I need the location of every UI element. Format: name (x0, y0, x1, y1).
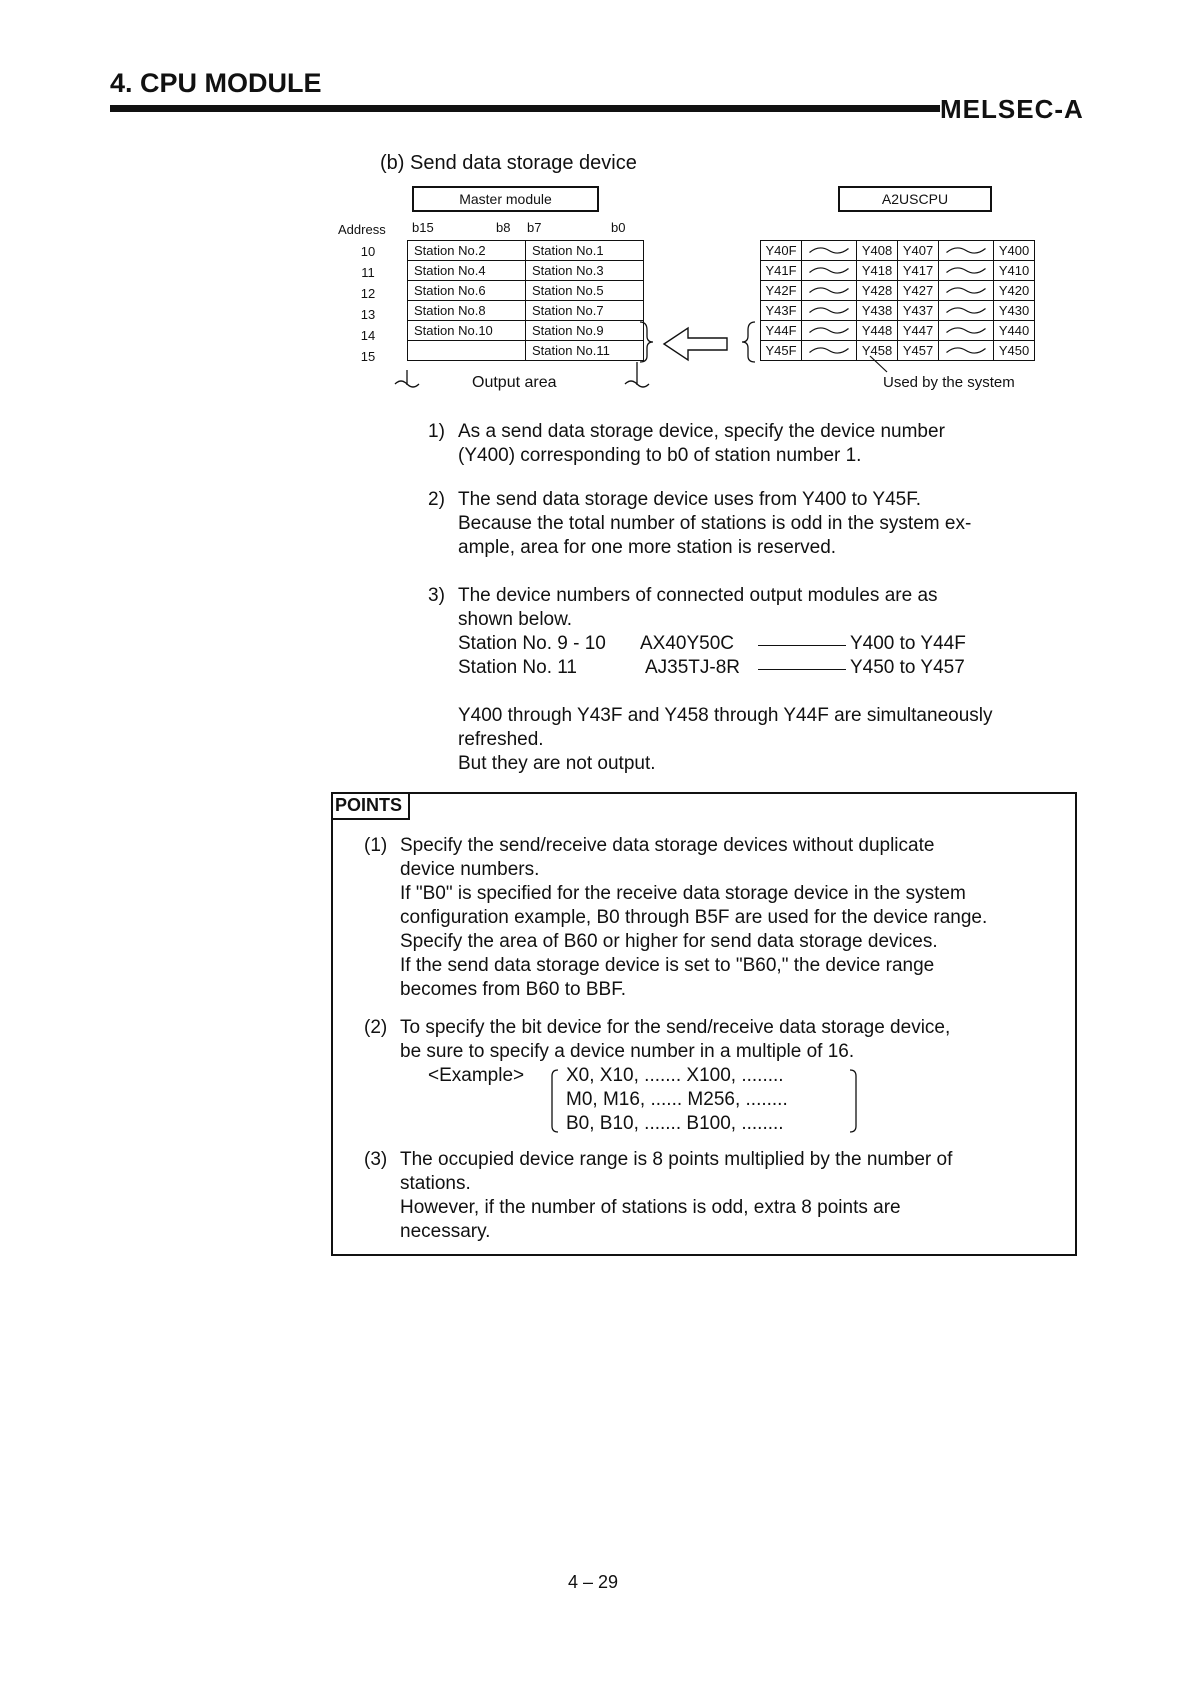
table-cell: Y42F (761, 281, 802, 301)
wave-icon (810, 328, 849, 333)
bit-label: b0 (611, 220, 626, 235)
table-cell: Y418 (857, 261, 898, 281)
left-brace (742, 322, 755, 362)
list-item (428, 584, 1108, 632)
note-line: Y400 through Y43F and Y458 through Y44F are simultaneously (458, 705, 993, 726)
table-cell: Y438 (857, 301, 898, 321)
table-cell: Station No.4 (408, 261, 526, 281)
points-item (364, 834, 1084, 1002)
address-value: 11 (361, 265, 375, 280)
table-cell: Station No.2 (408, 241, 526, 261)
table-cell: Station No.11 (526, 341, 644, 361)
table-cell: Station No.1 (526, 241, 644, 261)
example-block (428, 1064, 868, 1136)
address-label: Address (338, 222, 386, 237)
table-cell: Station No.8 (408, 301, 526, 321)
table-cell: Station No.7 (526, 301, 644, 321)
wave-icon (810, 268, 849, 273)
address-value: 10 (360, 244, 376, 259)
table-cell: Y417 (898, 261, 939, 281)
table-cell: Station No.3 (526, 261, 644, 281)
wave-icon (810, 248, 849, 253)
table-cell: Station No.6 (408, 281, 526, 301)
subsection-heading: (b) Send data storage device (380, 152, 637, 174)
station-name: Station No. 11 (458, 657, 578, 678)
table-cell: Y458 (857, 341, 898, 361)
item-line: be sure to specify a device number in a multiple of 16. (400, 1041, 855, 1062)
list-item (428, 420, 1108, 468)
item-line: ample, area for one more station is reserved. (458, 537, 837, 558)
wave-icon (947, 268, 986, 273)
wave-marks (810, 248, 986, 353)
address-value: 14 (360, 328, 376, 343)
table-cell: Y420 (994, 281, 1035, 301)
item-number: (3) (364, 1149, 388, 1170)
points-item (364, 1148, 1084, 1244)
leader-line (758, 645, 846, 646)
output-area-label: Output area (472, 374, 557, 391)
item-line: necessary. (400, 1221, 491, 1242)
table-cell: Y448 (857, 321, 898, 341)
item-line: The device numbers of connected output modules are as (458, 585, 938, 606)
points-tag: POINTS (331, 792, 410, 820)
leader-line (758, 669, 846, 670)
table-cell: Y408 (857, 241, 898, 261)
page-number: 4 – 29 (568, 1572, 619, 1592)
station-range: Y400 to Y44F (850, 633, 966, 654)
table-cell: Y410 (994, 261, 1035, 281)
table-cell: Y440 (994, 321, 1035, 341)
example-label: <Example> (428, 1065, 525, 1086)
table-cell: Y450 (994, 341, 1035, 361)
wave-icon (947, 328, 986, 333)
station-mapping (458, 632, 1018, 680)
item-line: As a send data storage device, specify the device number (458, 421, 945, 442)
points-item (364, 1016, 1084, 1064)
item-line: configuration example, B0 through B5F are used for the device range. (400, 907, 988, 928)
item-line: If the send data storage device is set to "B60," the device range (400, 955, 935, 976)
brand-label: MELSEC-A (940, 94, 1084, 124)
wave-icon (810, 348, 849, 353)
refresh-note (428, 704, 1108, 776)
left-bracket (552, 1070, 558, 1132)
master-module-label: Master module (412, 186, 599, 212)
cpu-label: A2USCPU (838, 186, 992, 212)
table-cell: Y428 (857, 281, 898, 301)
item-line: To specify the bit device for the send/receive data storage device, (400, 1017, 951, 1038)
station-module: AJ35TJ-8R (645, 657, 741, 678)
item-number: (2) (364, 1017, 388, 1038)
wave-icon (947, 308, 986, 313)
item-line: Specify the send/receive data storage devices without duplicate (400, 835, 935, 856)
wave-icon (810, 288, 849, 293)
item-line: If "B0" is specified for the receive data storage device in the system (400, 883, 966, 904)
station-name: Station No. 9 - 10 (458, 633, 606, 654)
page-section-title: 4. CPU MODULE (110, 68, 322, 98)
right-bracket (850, 1070, 856, 1132)
item-line: Specify the area of B60 or higher for send data storage devices. (400, 931, 938, 952)
diagram-decorations (0, 0, 1190, 420)
item-number: 1) (428, 421, 445, 442)
system-use-label: Used by the system (883, 374, 1015, 391)
station-module: AX40Y50C (640, 633, 735, 654)
table-cell: Y45F (761, 341, 802, 361)
wave-icon (947, 288, 986, 293)
list-item (428, 488, 1108, 560)
table-cell: Y40F (761, 241, 802, 261)
item-line: Because the total number of stations is odd in the system ex- (458, 513, 972, 534)
table-cell: Y437 (898, 301, 939, 321)
table-cell: Y430 (994, 301, 1035, 321)
item-line: However, if the number of stations is odd, extra 8 points are (400, 1197, 901, 1218)
note-line: But they are not output. (458, 753, 656, 774)
station-range: Y450 to Y457 (850, 657, 965, 678)
table-cell: Station No.5 (526, 281, 644, 301)
wave-icon (947, 248, 986, 253)
note-line: refreshed. (458, 729, 544, 750)
table-cell: Y44F (761, 321, 802, 341)
bit-label: b7 (527, 220, 542, 235)
item-line: (Y400) corresponding to b0 of station number 1. (458, 445, 862, 466)
example-line: B0, B10, ....... B100, ........ (566, 1113, 784, 1134)
item-number: 2) (428, 489, 445, 510)
example-line: M0, M16, ...... M256, ........ (566, 1089, 788, 1110)
item-line: The occupied device range is 8 points multiplied by the number of (400, 1149, 953, 1170)
item-line: The send data storage device uses from Y400 to Y45F. (458, 489, 921, 510)
bit-label: b8 (496, 220, 511, 235)
address-value: 13 (360, 307, 376, 322)
item-line: stations. (400, 1173, 471, 1194)
address-value: 12 (360, 286, 376, 301)
table-cell: Y41F (761, 261, 802, 281)
table-cell: Y400 (994, 241, 1035, 261)
right-brace (640, 322, 653, 362)
arrow-left-icon (664, 328, 727, 360)
item-number: 3) (428, 585, 445, 606)
item-line: shown below. (458, 609, 573, 630)
bit-label: b15 (412, 220, 434, 235)
example-line: X0, X10, ....... X100, ........ (566, 1065, 784, 1086)
address-value: 15 (360, 349, 376, 364)
wave-icon (947, 348, 986, 353)
item-line: becomes from B60 to BBF. (400, 979, 626, 1000)
table-cell: Station No.10 (408, 321, 526, 341)
table-cell: Y427 (898, 281, 939, 301)
wave-icon (810, 308, 849, 313)
table-cell: Y407 (898, 241, 939, 261)
table-cell: Y447 (898, 321, 939, 341)
table-cell: Station No.9 (526, 321, 644, 341)
table-cell: Y457 (898, 341, 939, 361)
system-pointer-line (870, 356, 887, 372)
item-line: device numbers. (400, 859, 540, 880)
table-cell: Y43F (761, 301, 802, 321)
item-number: (1) (364, 835, 388, 856)
example-braces (546, 1064, 866, 1136)
